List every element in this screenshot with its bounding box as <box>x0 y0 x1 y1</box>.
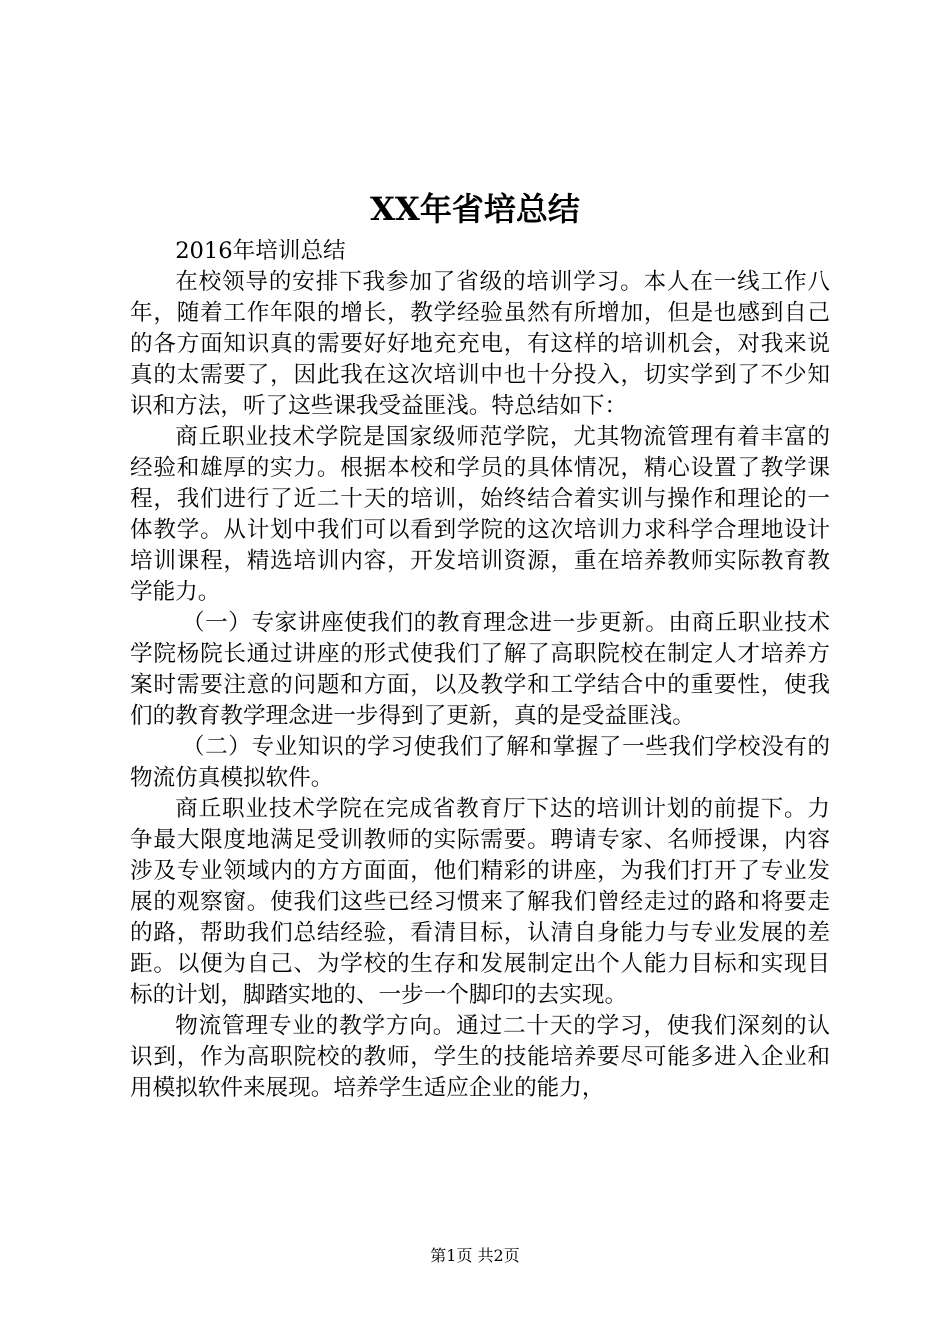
paragraph-section-two: （二）专业知识的学习使我们了解和掌握了一些我们学校没有的物流仿真模拟软件。 <box>130 734 830 791</box>
paragraph-teaching-direction: 物流管理专业的教学方向。通过二十天的学习，使我们深刻的认识到，作为高职院校的教师，学生的技能培养要尽可能多进入企业和用模拟软件来展现。培养学生适应企业的能力， <box>130 1013 830 1101</box>
paragraph-section-one: （一）专家讲座使我们的教育理念进一步更新。由商丘职业技术学院杨院长通过讲座的形式使我们了解了高职院校在制定人才培养方案时需要注意的问题和方面，以及教学和工学结合中的重要性，使我们的教育教学理念进一步得到了更新，真的是受益匪浅。 <box>130 610 830 729</box>
page-number-footer: 第1页 共2页 <box>430 1246 520 1265</box>
subtitle: 2016年培训总结 <box>175 238 346 264</box>
document-title: XX年省培总结 <box>370 190 580 228</box>
document-body <box>130 236 830 1104</box>
paragraph-intro: 在校领导的安排下我参加了省级的培训学习。本人在一线工作八年，随着工作年限的增长，教学经验虽然有所增加，但是也感到自己的各方面知识真的需要好好地充充电，有这样的培训机会，对我来说真的太需要了，因此我在这次培训中也十分投入，切实学到了不少知识和方法，听了这些课我受益匪浅。特总结如下： <box>130 269 830 419</box>
paragraph-college: 商丘职业技术学院是国家级师范学院，尤其物流管理有着丰富的经验和雄厚的实力。根据本校和学员的具体情况，精心设置了教学课程，我们进行了近二十天的培训，始终结合着实训与操作和理论的一体教学。从计划中我们可以看到学院的这次培训力求科学合理地设计培训课程，精选培训内容，开发培训资源，重在培养教师实际教育教学能力。 <box>130 424 830 605</box>
paragraph-training-plan: 商丘职业技术学院在完成省教育厅下达的培训计划的前提下。力争最大限度地满足受训教师的实际需要。聘请专家、名师授课，内容涉及专业领域内的方方面面，他们精彩的讲座，为我们打开了专业发展的观察窗。使我们这些已经习惯来了解我们曾经走过的路和将要走的路，帮助我们总结经验，看清目标，认清自身能力与专业发展的差距。以便为自己、为学校的生存和发展制定出个人能力目标和实现目标的计划，脚踏实地的、一步一个脚印的去实现。 <box>130 796 830 1008</box>
